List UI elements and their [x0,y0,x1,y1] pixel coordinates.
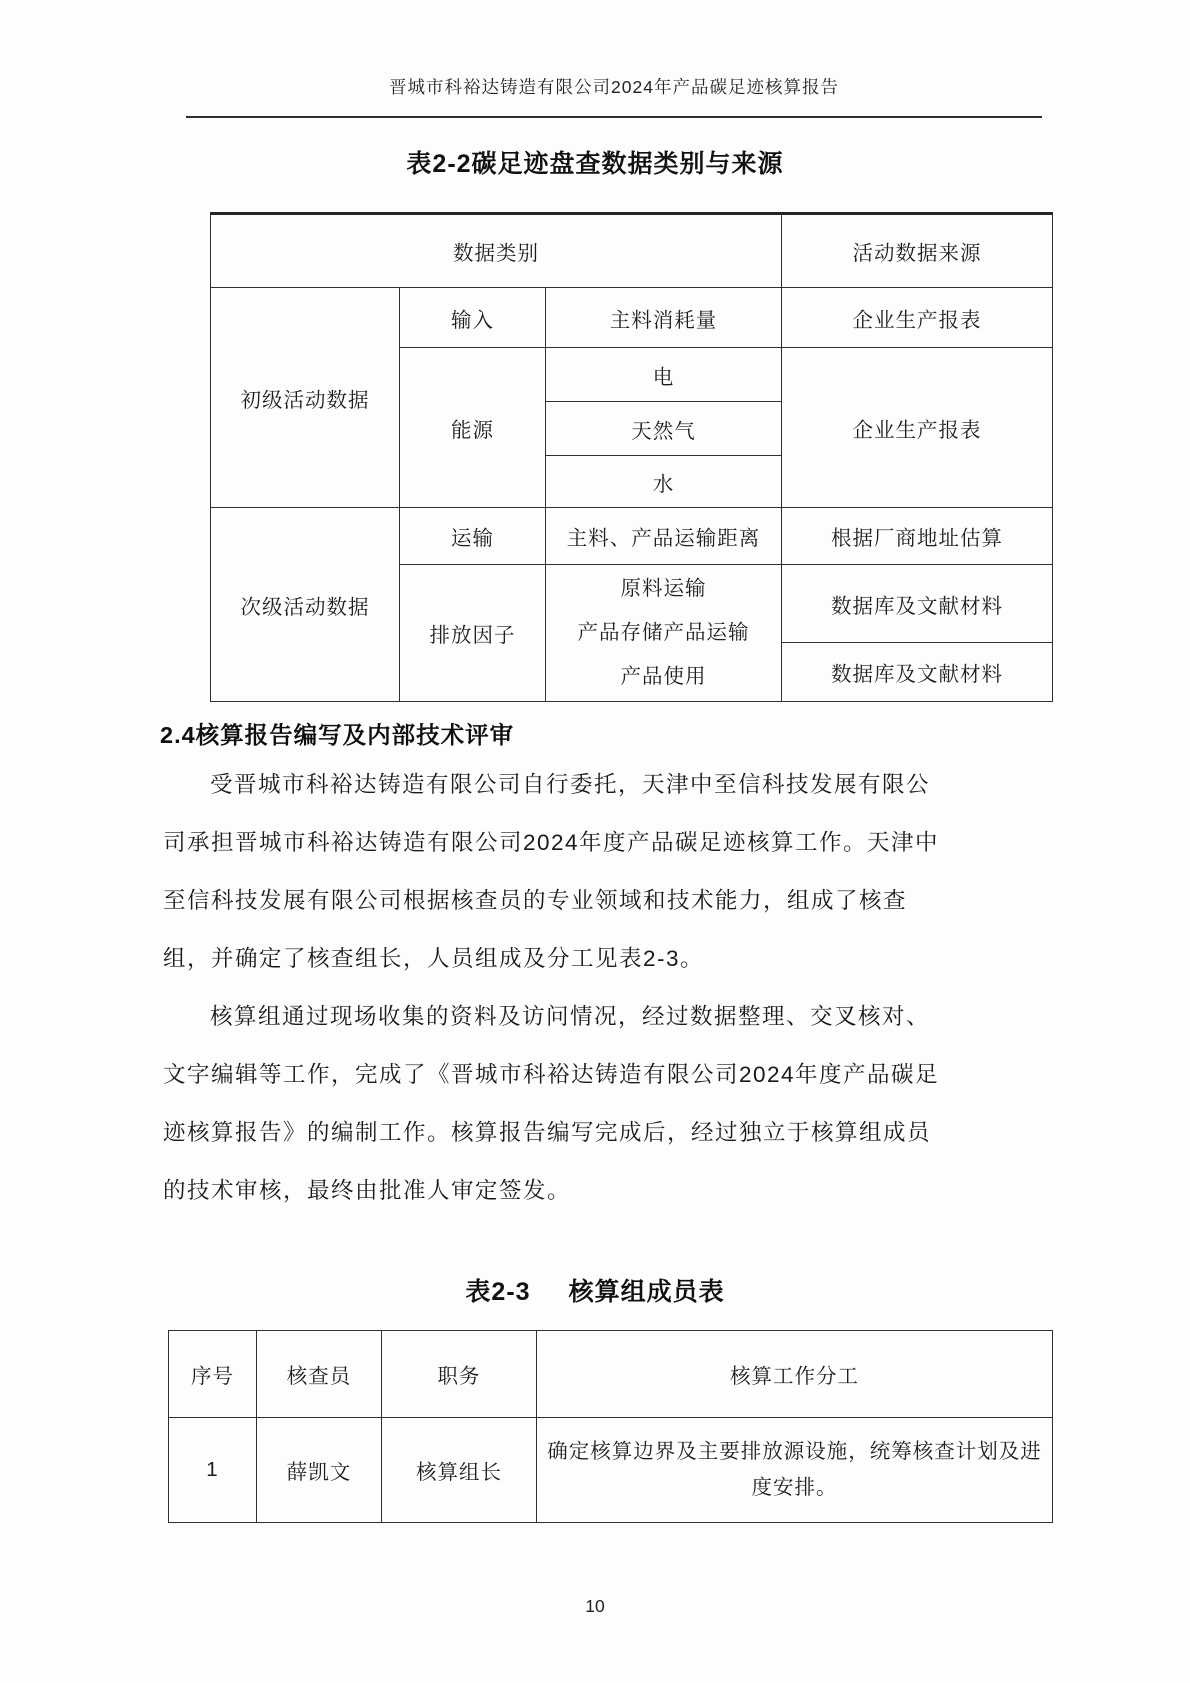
t22-header-data-category: 数据类别 [211,214,782,288]
t22-header-activity-source: 活动数据来源 [782,214,1053,288]
t22-cell-secondary-activity-data: 次级活动数据 [211,508,400,702]
t22-cell-emission-factor: 排放因子 [400,565,546,702]
t23-cell-auditor-name: 薛凯文 [257,1418,382,1523]
table-row [211,508,1053,565]
table-2-3-caption-title: 核算组成员表 [568,1278,725,1306]
t23-header-role: 职务 [382,1331,537,1418]
t22-cell-electricity: 电 [546,348,782,402]
paragraph-line: 文字编辑等工作，完成了《晋城市科裕达铸造有限公司2024年度产品碳足 [163,1062,940,1087]
t23-header-no: 序号 [169,1331,257,1418]
t22-cell-address-estimate: 根据厂商地址估算 [782,508,1053,565]
table-row [211,214,1053,288]
table-2-3-caption-number: 表2-3 [465,1278,531,1306]
paragraph-line: 司承担晋城市科裕达铸造有限公司2024年度产品碳足迹核算工作。天津中 [163,830,940,855]
section-heading-2-4: 2.4核算报告编写及内部技术评审 [160,722,515,748]
table-header-row [169,1331,1053,1418]
table-2-3 [168,1330,1053,1523]
running-header-title: 晋城市科裕达铸造有限公司2024年产品碳足迹核算报告 [389,77,839,97]
section-body [163,756,1043,1220]
paragraph-line: 迹核算报告》的编制工作。核算报告编写完成后，经过独立于核算组成员 [163,1120,932,1145]
t22-cell-report1: 企业生产报表 [782,288,1053,348]
t22-cell-database-ref-1: 数据库及文献材料 [782,565,1053,643]
t23-header-duty: 核算工作分工 [537,1331,1053,1418]
t22-cell-primary-activity-data: 初级活动数据 [211,288,400,508]
t22-cell-report2: 企业生产报表 [782,348,1053,508]
t22-cell-natural-gas: 天然气 [546,402,782,456]
t23-header-auditor: 核查员 [257,1331,382,1418]
t22-cell-transport: 运输 [400,508,546,565]
paragraph-line: 受晋城市科裕达铸造有限公司自行委托，天津中至信科技发展有限公 [210,772,931,797]
t22-cell-emission-factor-items [546,565,782,702]
t22-cell-input: 输入 [400,288,546,348]
t23-cell-no: 1 [169,1418,257,1523]
paragraph-line: 核算组通过现场收集的资料及访问情况，经过数据整理、交叉核对、 [210,1004,931,1029]
page-number: 10 [585,1596,605,1616]
t22-ef-line-product-use: 产品使用 [620,665,707,688]
table-row [211,288,1053,348]
t23-cell-duty: 确定核算边界及主要排放源设施，统筹核查计划及进度安排。 [537,1418,1053,1523]
table-2-2 [210,212,1053,702]
paragraph-line: 的技术审核，最终由批准人审定签发。 [163,1178,572,1203]
t22-cell-transport-distance: 主料、产品运输距离 [546,508,782,565]
header-divider-rule [186,116,1042,118]
paragraph-line: 组，并确定了核查组长，人员组成及分工见表2-3。 [163,946,705,971]
paragraph-line: 至信科技发展有限公司根据核查员的专业领域和技术能力，组成了核查 [163,888,908,913]
t22-ef-line-storage-transport: 产品存储产品运输 [577,621,750,644]
t22-cell-main-material: 主料消耗量 [546,288,782,348]
t22-cell-energy: 能源 [400,348,546,508]
table-2-3-caption [0,1272,1190,1308]
t22-ef-line-raw-transport: 原料运输 [620,577,707,600]
t22-cell-water: 水 [546,456,782,508]
table-2-2-caption: 表2-2碳足迹盘查数据类别与来源 [406,150,784,178]
table-row [169,1418,1053,1523]
t23-cell-role: 核算组长 [382,1418,537,1523]
t22-cell-database-ref-2: 数据库及文献材料 [782,643,1053,702]
